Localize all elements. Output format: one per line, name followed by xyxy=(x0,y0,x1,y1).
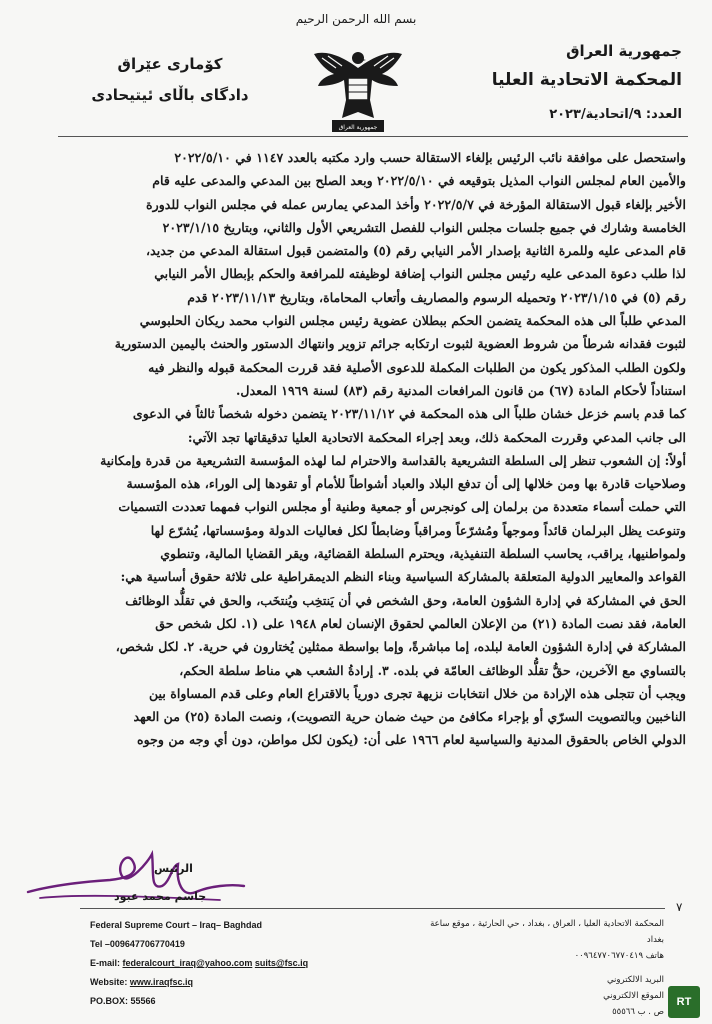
body-line: ويجب أن تتجلى هذه الإرادة من خلال انتخابات نزيهة تجرى دورياً بالاقتراع العام وعلى قدم المساواة بين xyxy=(148,685,686,701)
footer-website-ar: الموقع الالكتروني xyxy=(603,991,664,1001)
header-right-block xyxy=(432,40,682,126)
kurdish-republic-title: كۆماری عێراق xyxy=(117,55,223,73)
footer-phone-ar: هاتف ٠٠٩٦٤٧٧٠٦٧٧٠٤١٩ xyxy=(574,951,664,961)
court-title: المحكمة الاتحادية العليا xyxy=(491,70,682,90)
page-number: ٧ xyxy=(676,900,683,914)
body-line: ولمواطنيها، يراقب، يحاسب السلطة التنفيذية، ويحترم السلطة القضائية، ويقر القضايا المالية، وتنطوي xyxy=(160,546,686,562)
reference-number: العدد: ٩/اتحادية/٢٠٢٣ xyxy=(549,107,682,122)
header-divider xyxy=(58,136,688,137)
rt-watermark-logo: RT xyxy=(668,986,700,1018)
footer-website-row xyxy=(90,973,390,992)
body-line: لذا طلب دعوة المدعى عليه رئيس مجلس النواب إضافة لوظيفته للمرافعة والحكم بإبطال الأمر النيابي xyxy=(154,266,686,282)
footer-website-link[interactable]: www.iraqfsc.iq xyxy=(129,977,194,987)
body-line: المدعي طلباً الى هذه المحكمة يتضمن الحكم ببطلان عضوية رئيس مجلس النواب محمد ريكان الحلبوسي xyxy=(139,313,686,329)
signatory-name: جاسم محمد عبود xyxy=(114,890,207,903)
body-line: وصلاحيات قادرة بها ومن خلالها إلى أن تدفع البلاد والعباد أشواطاً للأمام أو تقودها إلى الوراء، هذه المؤسسة xyxy=(126,476,686,492)
body-line: أولاً: إن الشعوب تنظر إلى السلطة التشريعية بالقداسة والاحترام لما لهذه المؤسسة التشريعية من قدرة وإمكانية xyxy=(100,452,686,468)
body-line: القواعد والمعايير الدولية المتعلقة بالمشاركة السياسية وبناء النظم الديمقراطية على ثلاثة حقوق أساسية هي: xyxy=(120,569,686,585)
footer-website-label: Website: xyxy=(90,977,130,987)
footer-email-ar: البريد الالكتروني xyxy=(606,975,664,985)
iraq-eagle-emblem-icon xyxy=(312,38,404,138)
emblem-ribbon-text: جمهورية العراق xyxy=(338,124,378,131)
body-line: ولكون الطلب المذكور يكون من الطلبات المكملة للدعوى الأصلية فقد قررت المحكمة قبوله والنظر فيه xyxy=(148,359,686,375)
signature-block xyxy=(20,842,250,912)
footer-address-ar: المحكمة الاتحادية العليا ، العراق ، بغداد ، حي الحارثية ، موقع ساعة بغداد xyxy=(430,919,664,945)
body-line: رقم (٥) في ٢٠٢٣/١/١٥ وتحميله الرسوم والمصاريف وأتعاب المحاماة، وبتاريخ ٢٠٢٣/١١/١٣ قدم xyxy=(187,289,686,305)
header-left-block xyxy=(70,52,270,108)
footer-court-name: Federal Supreme Court – Iraq– Baghdad xyxy=(90,920,263,930)
body-line: وتنوعت يظل البرلمان قائداً وموجهاً ومُشرّعاً ومراقباً وضابطاً لكل فعاليات الدولة ومؤسساتها، يُشرّع لها xyxy=(150,522,686,538)
body-line: بالتساوي مع الآخرين، حقُّ تقلُّد الوظائف العامّة في بلده. ٣. إرادةُ الشعب هي مناط سلطة الحكم، xyxy=(179,662,686,678)
body-line: الأخير بإلغاء قبول الاستقالة المؤرخة في ٢٠٢٢/٥/٧ وأخذ المدعي يمارس عمله في مجلس النواب للدورة xyxy=(146,196,686,212)
body-line: الخامسة وشارك في جميع جلسات مجلس النواب للفصل التشريعي الأول والثاني، وبتاريخ ٢٠٢٣/١/١٥ xyxy=(162,219,686,235)
footer-email-row xyxy=(90,954,390,973)
kurdish-court-title: دادگای باڵای ئیتیحادی xyxy=(91,86,249,104)
republic-title: جمهورية العراق xyxy=(566,42,682,60)
signatory-title: الرئيس xyxy=(154,862,193,875)
footer-email-link-2[interactable]: suits@fsc.iq xyxy=(254,958,309,968)
footer-telephone: Tel –009647706770419 xyxy=(90,939,185,949)
body-line: الدولي الخاص بالحقوق المدنية والسياسية لعام ١٩٦٦ على أن: (يكون لكل مواطن، دون أي وجه من وجوه xyxy=(136,732,686,748)
body-line: واستحصل على موافقة نائب الرئيس بإلغاء الاستقالة حسب وارد مكتبه بالعدد ١١٤٧ في ٢٠٢٢/٥/١٠ xyxy=(174,150,686,165)
body-line: الناخبين وبالتصويت السرّي أو بإجراء مكافئ من حيث ضمان حرية التصويت)، ونصت المادة (٢٥) من العهد xyxy=(133,709,686,725)
footer-divider xyxy=(80,908,665,909)
body-line: لثبوت فقدانه شرطاً من شروط العضوية لثبوت ارتكابه جرائم تزوير وانتهاك الدستور والحنث باليمين الدستورية xyxy=(114,336,686,352)
body-line: العامة، فقد نصت المادة (٢١) من الإعلان العالمي لحقوق الإنسان لعام ١٩٤٨ على (١. لكل شخص حق xyxy=(155,615,686,631)
footer-pobox: PO.BOX: 55566 xyxy=(90,996,156,1006)
footer-email-label: E-mail: xyxy=(90,958,123,968)
judgment-body xyxy=(76,146,686,752)
footer-contact-ar xyxy=(414,916,664,1020)
body-line: كما قدم باسم خزعل خشان طلباً الى هذه المحكمة في ٢٠٢٣/١١/١٢ يتضمن دخوله شخصاً ثالثاً في الدعوى xyxy=(132,406,686,422)
body-line: قام المدعى عليه وللمرة الثانية بإصدار الأمر النيابي رقم (٥) والمتضمن قبول استقالة المدعي من جديد، xyxy=(146,243,686,259)
body-line: والأمين العام لمجلس النواب المذيل بتوقيعه في ٢٠٢٢/٥/١٠ وبعد الصلح بين المدعي والمدعى عليه قام xyxy=(152,173,686,189)
basmala: بسم الله الرحمن الرحيم xyxy=(295,12,417,26)
footer-contact-en xyxy=(90,916,390,1011)
body-line: الحق في المشاركة في إدارة الشؤون العامة، وحق الشخص في أن يَنتخِب ويُنتخَب، والحق في تقلُّد الوظائف xyxy=(125,592,686,608)
body-line: التي حملت أسماء متعددة من برلمان إلى كونجرس أو جمعية وطنية أو مجلس النواب فمهما تعددت التسميات xyxy=(118,499,686,515)
body-line: المشاركة في إدارة الشؤون العامة لبلده، إما مباشرةً، وإما بواسطة ممثلين يُختارون في حرية. ٢. لكل شخص، xyxy=(115,639,686,655)
footer-email-link-1[interactable]: federalcourt_iraq@yahoo.com xyxy=(122,958,253,968)
body-line: استناداً لأحكام المادة (٦٧) من قانون المرافعات المدنية رقم (٨٣) لسنة ١٩٦٩ المعدل. xyxy=(236,382,686,398)
footer-pobox-ar: ص . ب ٥٥٥٦٦ xyxy=(612,1007,664,1017)
body-line: الى جانب المدعي وقررت المحكمة ذلك، وبعد إجراء المحكمة الاتحادية العليا تدقيقاتها تجد الآتي: xyxy=(187,429,686,445)
